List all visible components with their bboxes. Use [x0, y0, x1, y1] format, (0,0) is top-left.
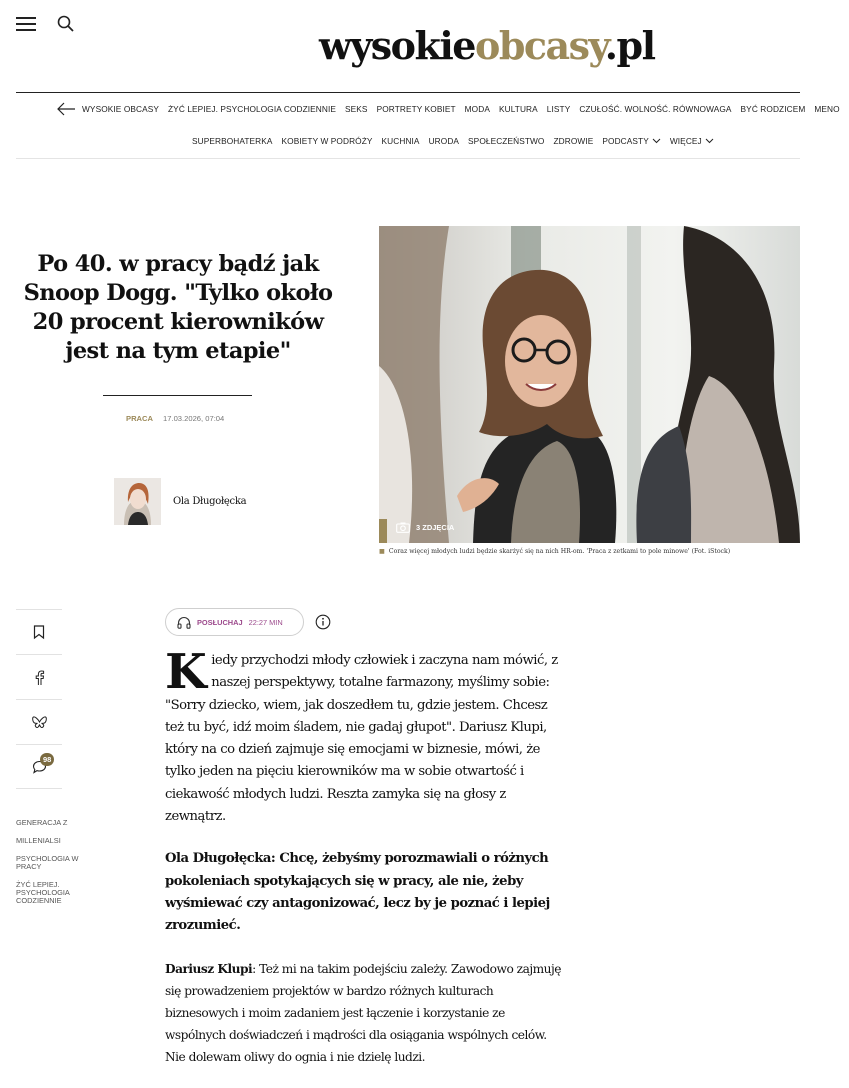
header-tools	[16, 14, 76, 34]
article-title: Po 40. w pracy bądź jak Snoop Dogg. "Tylko około 20 procent kierowników jest na tym etapie"	[23, 251, 333, 364]
article-date: 17.03.2026, 07:04	[163, 414, 225, 423]
caption-text: Coraz więcej młodych ludzi będzie skarżyć się na nich HR-om. 'Praca z zetkami to pole minowe' (Fot. iStock)	[388, 548, 731, 555]
nav-item-wiecej[interactable]	[670, 136, 714, 146]
search-icon[interactable]	[56, 14, 76, 34]
listen-button[interactable]	[165, 608, 304, 636]
photo-accent-bar	[379, 519, 387, 543]
logo-part-domain: .pl	[604, 23, 655, 68]
answer-text: : Też mi na takim podejściu zależy. Zawodowo zajmuję się prowadzeniem projektów w bardzo różnych kulturach biznesowych i moim zadaniem jest łączenie i korzystanie ze wspólnych doświadczeń i mądrości dla osiągania wspólnych celów. Nie dolewam oliwy do ognia i nie dzielę ludzi.	[165, 961, 562, 1064]
header-divider	[16, 92, 800, 93]
interview-answer	[165, 958, 565, 1068]
facebook-share-button[interactable]	[16, 654, 62, 699]
main-nav-row-2	[192, 133, 723, 149]
listen-label: POSŁUCHAJ	[197, 617, 243, 627]
drop-cap: K	[165, 644, 207, 700]
nav-item-listy[interactable]: LISTY	[546, 104, 571, 114]
main-nav-row-1	[56, 99, 849, 119]
chevron-down-icon	[705, 138, 714, 144]
tag-generacja-z[interactable]: GENERACJA Z	[16, 818, 68, 827]
nav-item-zyc-lepiej[interactable]: ŻYĆ LEPIEJ. PSYCHOLOGIA CODZIENNIE	[168, 104, 337, 114]
wiecej-label: WIĘCEJ	[669, 136, 702, 146]
logo-part-wysokie: wysokie	[319, 23, 475, 68]
menu-icon[interactable]	[16, 16, 36, 32]
nav-item-superbohaterka[interactable]: SUPERBOHATERKA	[192, 136, 273, 146]
share-rail	[16, 609, 62, 789]
tag-zyc-lepiej[interactable]: ŻYĆ LEPIEJ. PSYCHOLOGIA CODZIENNIE	[16, 880, 70, 905]
comments-count-badge: 98	[40, 753, 54, 766]
logo-part-obcasy: obcasy	[474, 23, 605, 68]
nav-item-kultura[interactable]: KULTURA	[498, 104, 538, 114]
nav-item-zdrowie[interactable]: ZDROWIE	[553, 136, 594, 146]
camera-icon	[396, 522, 410, 533]
nav-divider	[16, 158, 800, 159]
title-divider	[103, 395, 252, 396]
tag-list	[16, 819, 96, 915]
author-byline[interactable]	[114, 478, 246, 525]
nav-item-kuchnia[interactable]: KUCHNIA	[381, 136, 420, 146]
interview-question: Ola Długołęcka: Chcę, żebyśmy porozmawiali o różnych pokoleniach spotykających się w pracy, ale nie, żeby wyśmiewać czy antagonizować, lecz by je poznać i lepiej zrozumieć.	[165, 851, 550, 934]
lead-paragraph	[165, 644, 565, 828]
bookmark-button[interactable]	[16, 609, 62, 654]
caption-bullet: ■	[379, 548, 385, 555]
podcasty-label: PODCASTY	[602, 136, 649, 146]
gallery-button[interactable]	[396, 522, 454, 533]
bookmark-icon	[33, 625, 45, 639]
nav-item-podcasty[interactable]	[602, 136, 660, 146]
article-body	[165, 644, 565, 1088]
comments-button[interactable]	[16, 744, 62, 789]
arrow-left-icon[interactable]	[56, 102, 76, 116]
tag-psychologia-w-pracy[interactable]: PSYCHOLOGIA W PRACY	[16, 854, 79, 871]
chevron-down-icon	[652, 138, 661, 144]
site-logo[interactable]	[319, 24, 655, 68]
article-category[interactable]: PRACA	[126, 414, 154, 423]
nav-item-czulosc[interactable]: CZUŁOŚĆ. WOLNOŚĆ. RÓWNOWAGA	[579, 104, 732, 114]
info-icon[interactable]	[315, 614, 331, 630]
author-name: Ola Długołęcka	[173, 496, 247, 507]
bluesky-share-button[interactable]	[16, 699, 62, 744]
nav-item-uroda[interactable]: URODA	[428, 136, 460, 146]
nav-item-portrety-kobiet[interactable]: PORTRETY KOBIET	[376, 104, 456, 114]
nav-item-seks[interactable]: SEKS	[345, 104, 368, 114]
nav-item-meno[interactable]: MENO	[814, 104, 840, 114]
headphones-icon	[177, 616, 191, 629]
listen-duration: 22:27 MIN	[248, 617, 283, 627]
lead-text: iedy przychodzi młody człowiek i zaczyna nam mówić, z naszej perspektywy, totalne farmazony, myślimy sobie: "Sorry dziecko, wiem, jak doszedłem tu, gdzie jestem. Chcesz też tu być, idź moim śladem, nie gadaj głupot". Dariusz Klupi, który na co dzień zajmuje się emocjami w biznesie, mówi, że tylko jeden na pięciu kierowników ma w sobie otwartość i ciekawość młodych ludzi. Reszta zamyka się na głosy z zewnątrz.	[165, 653, 558, 825]
answer-speaker: Dariusz Klupi	[165, 961, 253, 976]
tag-millenialsi[interactable]: MILLENIALSI	[16, 836, 61, 845]
nav-item-moda[interactable]: MODA	[464, 104, 490, 114]
article-meta	[126, 414, 224, 423]
author-avatar	[114, 478, 161, 525]
facebook-icon	[35, 670, 44, 685]
nav-item-spoleczenstwo[interactable]: SPOŁECZEŃSTWO	[468, 136, 545, 146]
nav-item-wysokie-obcasy[interactable]: WYSOKIE OBCASY	[82, 104, 160, 114]
nav-item-kobiety-w-podrozy[interactable]: KOBIETY W PODRÓŻY	[281, 136, 373, 146]
hero-photo[interactable]	[379, 226, 800, 543]
bluesky-icon	[32, 716, 47, 729]
photo-caption	[379, 548, 730, 555]
photo-count: 3 ZDJĘCIA	[416, 523, 455, 532]
nav-item-byc-rodzicem[interactable]: BYĆ RODZICEM	[740, 104, 806, 114]
